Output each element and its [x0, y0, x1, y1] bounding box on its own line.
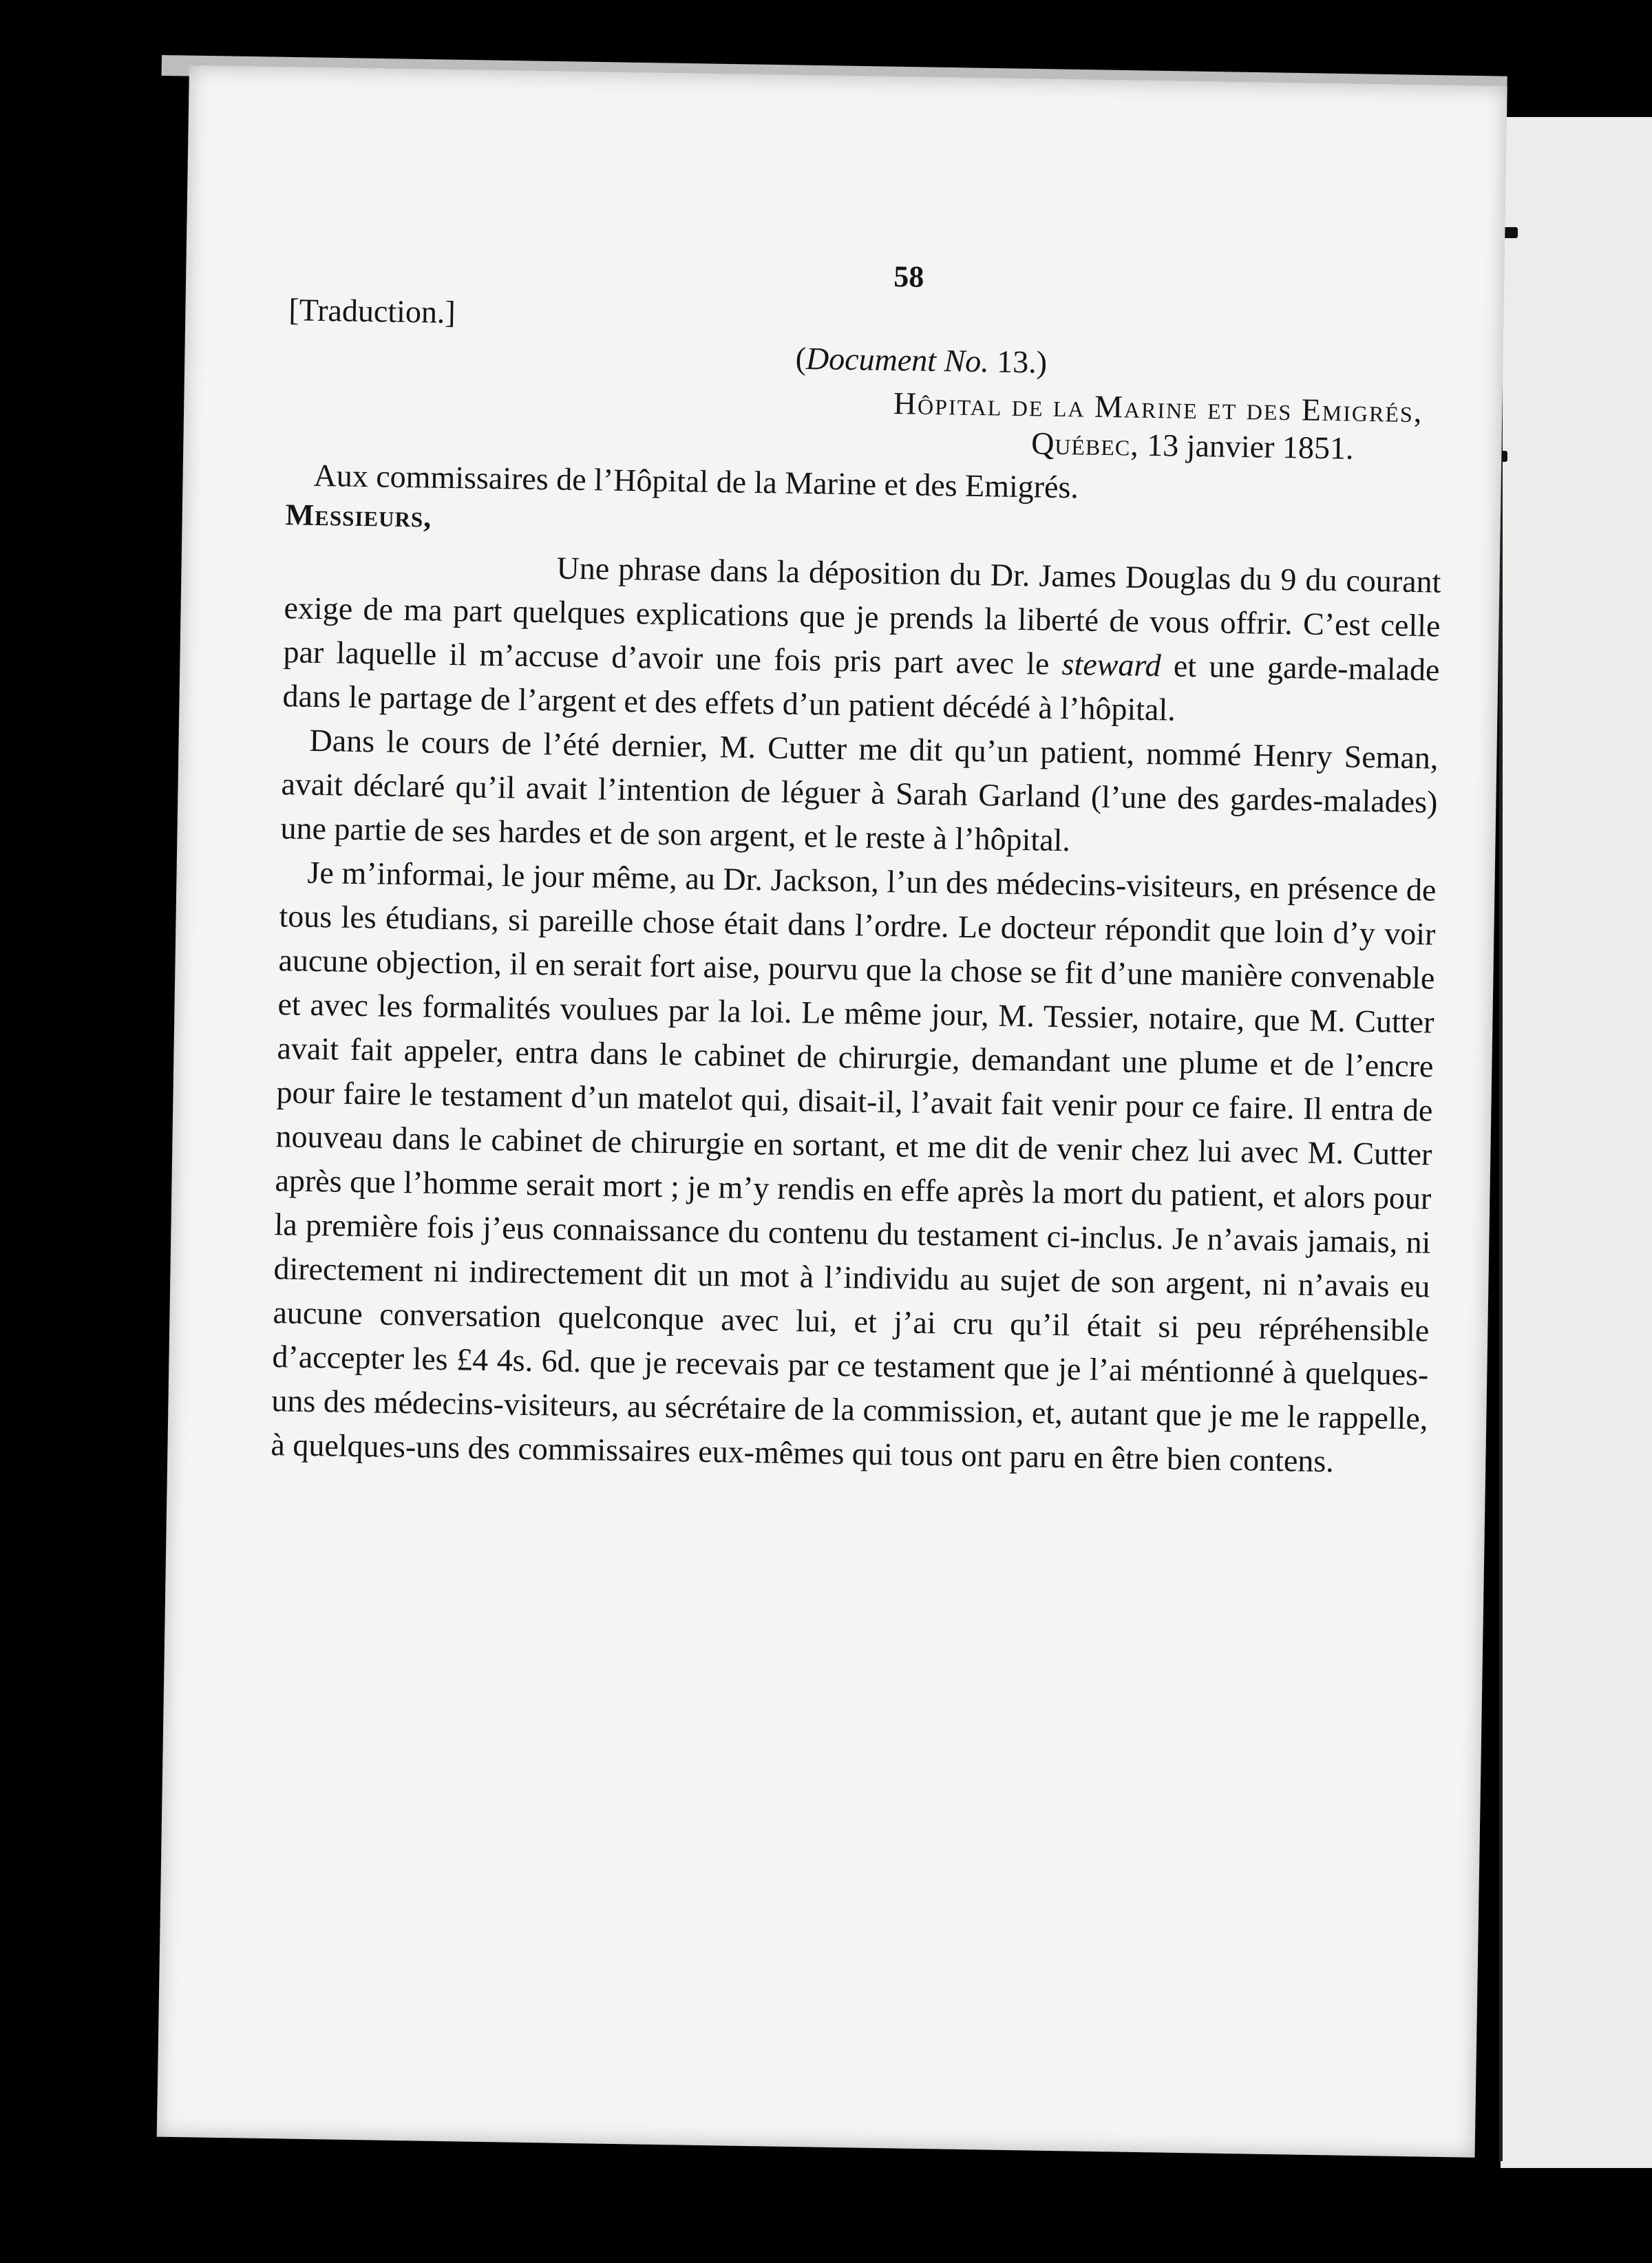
hospital-heading: Hôpital de la Marine et des Emigrés,: [893, 385, 1423, 429]
salutation: Messieurs,: [285, 498, 432, 534]
paragraph-1-text-b: et une garde-malade dans le partage de l’argent et des effets d’un patient décédé à l’hôpital.: [282, 648, 1440, 727]
paragraph-2: Dans le cours de l’été dernier, M. Cutter me dit qu’un patient, nommé Henry Seman, avait déclaré qu’il avait l’intention de léguer à Sarah Garland (l’une des gardes-malades) une partie de ses hardes et de son argent, et le reste à l’hôpital.: [280, 722, 1439, 858]
paragraph-1-text-a: Une phrase dans la déposition du Dr. James Douglas du 9 du courant exige de ma part quelques explications que je prends la liberté de vous offrir. C’est celle par laquelle il m’accuse d’avoir une fois pris part avec le: [283, 550, 1441, 682]
facing-page-edge: [1501, 117, 1652, 2168]
date-text: 13 janvier 1851.: [1139, 427, 1354, 466]
document-label: Document No.: [805, 341, 990, 379]
translation-note: [Traduction.]: [288, 292, 456, 330]
page-number: 58: [893, 259, 924, 294]
paragraph-3: Je m’informai, le jour même, au Dr. Jackson, l’un des médecins-visiteurs, en présence de tous les étudians, si pareille chose était dans l’ordre. Le docteur répondit que loin d’y voir aucune objection, il en serait fort aise, pourvu que la chose se fit d’une manière convenable et avec les formalités voulues par la loi. Le même jour, M. Tessier, notaire, que M. Cutter avait fait appeler, entra dans le cabinet de chirurgie, demandant une plume et de l’encre pour faire le testament d’un matelot qui, disait-il, l’avait fait venir pour ce faire. Il entra de nouveau dans le cabinet de chirurgie en sortant, et me dit de venir chez lui avec M. Cutter après que l’homme serait mort ; je m’y rendis en effe après la mort du patient, et alors pour la première fois j’eus connaissance du contenu du testament ci-inclus. Je n’avais jamais, ni directement ni indirectement dit un mot à l’individu au sujet de son argent, ni n’avais eu aucune conversation quelconque avec lui, et j’ai cru qu’il était si peu répréhensible d’accepter les £4 4s. 6d. que je recevais par ce testament que je l’ai méntionné à quelques-uns des médecins-visiteurs, au sécrétaire de la commission, et, autant que je me le rappelle, à quelques-uns des commissaires eux-mêmes qui tous ont paru en être bien contens.: [271, 854, 1437, 1479]
date-place: Québec,: [1030, 425, 1140, 463]
document-page: [157, 65, 1507, 2158]
paragraph-1-italic: steward: [1061, 646, 1162, 683]
document-suffix: 13.): [988, 343, 1048, 380]
page-content: [271, 249, 1446, 1485]
document-prefix: (: [795, 340, 807, 376]
letter-address: Aux commissaires de l’Hôpital de la Marine et des Emigrés.: [313, 457, 1079, 505]
paragraph-1: [282, 542, 1441, 736]
